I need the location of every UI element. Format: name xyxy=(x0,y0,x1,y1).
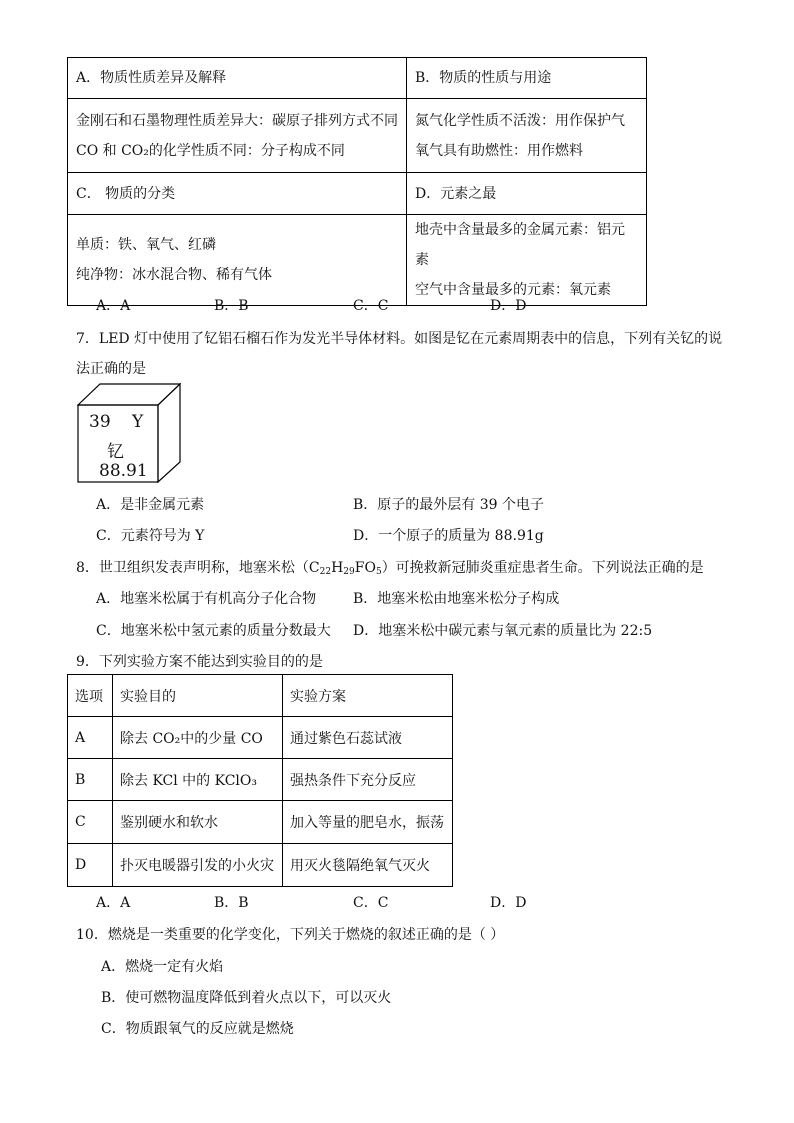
q6-option-d[interactable]: D．D xyxy=(490,298,527,314)
q7-stem-line2: 法正确的是 xyxy=(76,361,146,377)
q6-option-c[interactable]: C．C xyxy=(353,298,389,314)
q9-option-a[interactable]: A．A xyxy=(96,895,131,911)
q9-option-c[interactable]: C．C xyxy=(353,895,389,911)
q8-option-a[interactable]: A．地塞米松属于有机高分子化合物 xyxy=(96,591,317,607)
q8-option-d[interactable]: D．地塞米松中碳元素与氧元素的质量比为 22:5 xyxy=(353,623,653,639)
q7-option-b[interactable]: B．原子的最外层有 39 个电子 xyxy=(353,497,545,513)
atomic-number: 39 xyxy=(89,412,111,432)
table-cell: A xyxy=(68,717,113,759)
table-cell xyxy=(407,215,647,306)
atomic-mass: 88.91 xyxy=(99,461,148,481)
element-name: 钇 xyxy=(107,442,124,462)
q6-option-a[interactable]: A．A xyxy=(96,298,131,314)
table-cell xyxy=(68,99,407,173)
q8-sub-h: 29 xyxy=(343,567,355,577)
table-cell xyxy=(68,58,407,99)
q9-table xyxy=(67,674,453,887)
cell-line: 空气中含量最多的元素：氧元素 xyxy=(415,282,611,298)
q7-option-d[interactable]: D．一个原子的质量为 88.91g xyxy=(353,528,544,544)
q8-stem xyxy=(76,557,704,577)
table-cell: 扑灭电暖器引发的小火灾 xyxy=(113,844,283,887)
table-cell: 除去 CO₂中的少量 CO xyxy=(113,717,283,759)
q10-option-a[interactable]: A．燃烧一定有火焰 xyxy=(101,959,224,975)
cell-text: D．元素之最 xyxy=(415,185,497,202)
cell-text: A．物质性质差异及解释 xyxy=(76,70,227,86)
table-cell: 通过紫色石蕊试液 xyxy=(283,717,453,759)
cell-line: 金刚石和石墨物理性质差异大：碳原子排列方式不同 xyxy=(76,112,398,129)
q8-fo: FO xyxy=(354,560,376,576)
q8-sub-o: 5 xyxy=(375,567,382,577)
cell-line: 纯净物：冰水混合物、稀有气体 xyxy=(76,267,272,283)
table-cell xyxy=(407,173,647,215)
table-cell xyxy=(407,58,647,99)
q10-option-c[interactable]: C．物质跟氧气的反应就是燃烧 xyxy=(101,1021,294,1037)
table-cell: 除去 KCl 中的 KClO₃ xyxy=(113,759,283,801)
table-cell: 鉴别硬水和软水 xyxy=(113,801,283,844)
cell-line: 氮气化学性质不活泼：用作保护气 xyxy=(415,112,625,129)
table-cell xyxy=(68,173,407,215)
q9-stem: 9．下列实验方案不能达到实验目的的是 xyxy=(76,654,323,670)
q8-sub-c: 22 xyxy=(319,567,332,577)
q8-h: H xyxy=(331,560,344,576)
cell-text: B．物质的性质与用途 xyxy=(415,70,552,86)
table-cell: 用灭火毯隔绝氧气灭火 xyxy=(283,844,453,887)
table-header: 实验目的 xyxy=(113,675,283,717)
q8-option-c[interactable]: C．地塞米松中氢元素的质量分数最大 xyxy=(96,623,331,639)
table-cell: B xyxy=(68,759,113,801)
q6-option-b[interactable]: B．B xyxy=(214,298,249,314)
table-cell xyxy=(68,215,407,306)
q10-option-b[interactable]: B．使可燃物温度降低到着火点以下，可以灭火 xyxy=(101,990,392,1006)
table-cell: C xyxy=(68,801,113,844)
q7-option-c[interactable]: C．元素符号为 Y xyxy=(96,528,205,544)
q10-stem: 10．燃烧是一类重要的化学变化，下列关于燃烧的叙述正确的是（ ） xyxy=(76,927,505,943)
cell-line: 氧气具有助燃性：用作燃料 xyxy=(415,142,583,159)
element-tile xyxy=(77,383,181,483)
table-header: 实验方案 xyxy=(283,675,453,717)
cell-line: 地壳中含量最多的金属元素：铝元素 xyxy=(415,222,625,268)
table-header: 选项 xyxy=(68,675,113,717)
q8-stem-post: ）可挽救新冠肺炎重症患者生命。下列说法正确的是 xyxy=(381,560,704,576)
q7-stem-line1: 7．LED 灯中使用了钇铝石榴石作为发光半导体材料。如图是钇在元素周期表中的信息，下列有关钇的说 xyxy=(76,331,723,347)
table-cell: 强热条件下充分反应 xyxy=(283,759,453,801)
element-symbol: Y xyxy=(132,412,144,432)
q9-option-b[interactable]: B．B xyxy=(214,895,249,911)
table-cell xyxy=(407,99,647,173)
cell-line: 单质：铁、氧气、红磷 xyxy=(76,237,216,253)
q8-stem-pre: 8．世卫组织发表声明称，地塞米松（C xyxy=(76,560,320,576)
q7-option-a[interactable]: A．是非金属元素 xyxy=(96,497,205,513)
q6-table xyxy=(67,57,647,306)
q9-option-d[interactable]: D．D xyxy=(490,895,527,911)
q8-option-b[interactable]: B．地塞米松由地塞米松分子构成 xyxy=(353,591,560,607)
table-cell: 加入等量的肥皂水，振荡 xyxy=(283,801,453,844)
cell-text: C． 物质的分类 xyxy=(76,185,176,202)
table-cell: D xyxy=(68,844,113,887)
cell-line: CO 和 CO₂的化学性质不同：分子构成不同 xyxy=(76,142,345,159)
